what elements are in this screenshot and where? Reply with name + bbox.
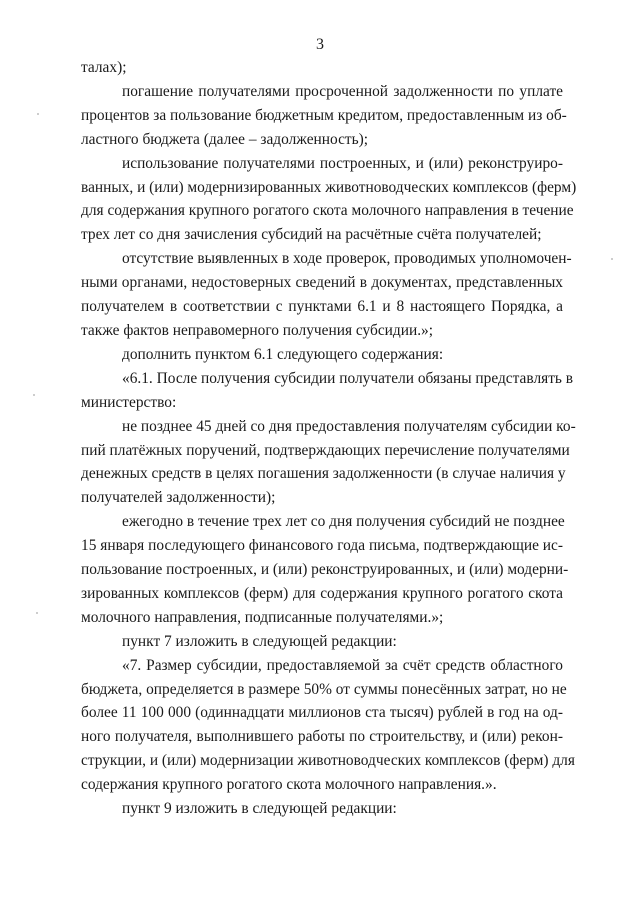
text-line-content: пункт 7 изложить в следующей редакции: xyxy=(122,632,397,650)
text-line xyxy=(81,534,563,558)
document-body xyxy=(81,56,577,821)
text-line xyxy=(81,701,563,725)
text-line-content: министерство: xyxy=(81,393,177,411)
text-line-content: струкции, и (или) модернизации животноводческих комплексов (ферм) для xyxy=(81,752,575,770)
text-line xyxy=(81,582,563,606)
text-line-content: «7. Размер субсидии, предоставляемой за счёт средств областного xyxy=(122,656,563,674)
text-line-content: зированных комплексов (ферм) для содержания крупного рогатого скота xyxy=(81,584,563,602)
text-line xyxy=(81,319,563,343)
text-line xyxy=(81,367,574,391)
text-line xyxy=(81,654,563,678)
text-line-content: талах); xyxy=(81,59,127,76)
text-line xyxy=(81,295,563,319)
text-line-content: ного получателя, выполнившего работы по строительству, и (или) рекон- xyxy=(81,728,563,746)
scan-speck xyxy=(36,612,38,614)
scan-speck xyxy=(33,394,35,396)
scan-speck xyxy=(611,258,613,260)
text-line-content: ными органами, недостоверных сведений в документах, представленных xyxy=(81,274,563,292)
text-line xyxy=(81,558,569,582)
text-line-content: использование получателями построенных, и (или) реконструиро- xyxy=(122,154,563,172)
text-line xyxy=(81,80,563,104)
text-line-content: содержания крупного рогатого скота молочного направления.». xyxy=(81,776,497,794)
text-line xyxy=(81,678,567,702)
text-line xyxy=(81,415,576,439)
text-line xyxy=(81,223,563,247)
text-line-content: более 11 100 000 (одиннадцати миллионов ста тысяч) рублей в год на од- xyxy=(81,704,563,722)
text-line-content: получателей задолженности); xyxy=(81,489,276,507)
page-number: 3 xyxy=(316,36,324,53)
text-line xyxy=(81,271,563,295)
text-line xyxy=(81,343,563,367)
text-line-content: «6.1. После получения субсидии получатели обязаны представлять в xyxy=(122,369,574,387)
text-line xyxy=(81,773,563,797)
text-line-content: пий платёжных поручений, подтверждающих перечисление получателями xyxy=(81,441,570,459)
text-line-content: молочного направления, подписанные получателями.»; xyxy=(81,608,444,626)
text-line-content: ванных, и (или) модернизированных животноводческих комплексов (ферм) xyxy=(81,178,577,196)
text-line xyxy=(81,630,563,654)
text-line-content: 15 января последующего финансового года письма, подтверждающие ис- xyxy=(81,537,563,555)
text-line xyxy=(81,486,563,510)
text-line xyxy=(81,128,563,152)
text-line-content: бюджета, определяется в размере 50% от суммы понесённых затрат, но не xyxy=(81,680,567,698)
text-line xyxy=(81,510,563,534)
text-line xyxy=(81,104,567,128)
text-line-content: пункт 9 изложить в следующей редакции: xyxy=(122,800,397,818)
text-line-content: для содержания крупного рогатого скота молочного направления в течение xyxy=(81,202,574,220)
text-line-content: пользование построенных, и (или) реконструированных, и (или) модерни- xyxy=(81,561,569,579)
text-line xyxy=(81,439,570,463)
text-line xyxy=(81,391,563,415)
text-line xyxy=(81,199,574,223)
text-line xyxy=(81,606,563,630)
text-line xyxy=(81,176,577,200)
text-line-content: также фактов неправомерного получения субсидии.»; xyxy=(81,321,434,339)
scan-speck xyxy=(37,113,39,115)
text-line xyxy=(81,247,572,271)
text-line xyxy=(81,152,563,176)
text-line-content: погашение получателями просроченной задолженности по уплате xyxy=(122,82,563,100)
text-line xyxy=(81,56,563,80)
text-line-content: дополнить пунктом 6.1 следующего содержания: xyxy=(122,345,444,363)
text-line-content: не позднее 45 дней со дня предоставления получателям субсидии ко- xyxy=(122,417,576,435)
text-line-content: процентов за пользование бюджетным кредитом, предоставленным из об- xyxy=(81,106,567,124)
text-line-content: ежегодно в течение трех лет со дня получения субсидий не позднее xyxy=(122,513,565,531)
text-line-content: денежных средств в целях погашения задолженности (в случае наличия у xyxy=(81,465,566,483)
text-line xyxy=(81,749,575,773)
text-line-content: ластного бюджета (далее – задолженность); xyxy=(81,130,369,148)
text-line xyxy=(81,797,563,821)
text-line xyxy=(81,462,566,486)
text-line-content: трех лет со дня зачисления субсидий на расчётные счёта получателей; xyxy=(81,226,542,244)
text-line-content: получателем в соответствии с пунктами 6.1 и 8 настоящего Порядка, а xyxy=(81,298,563,316)
text-line-content: отсутствие выявленных в ходе проверок, проводимых уполномочен- xyxy=(122,250,572,268)
text-line xyxy=(81,725,563,749)
